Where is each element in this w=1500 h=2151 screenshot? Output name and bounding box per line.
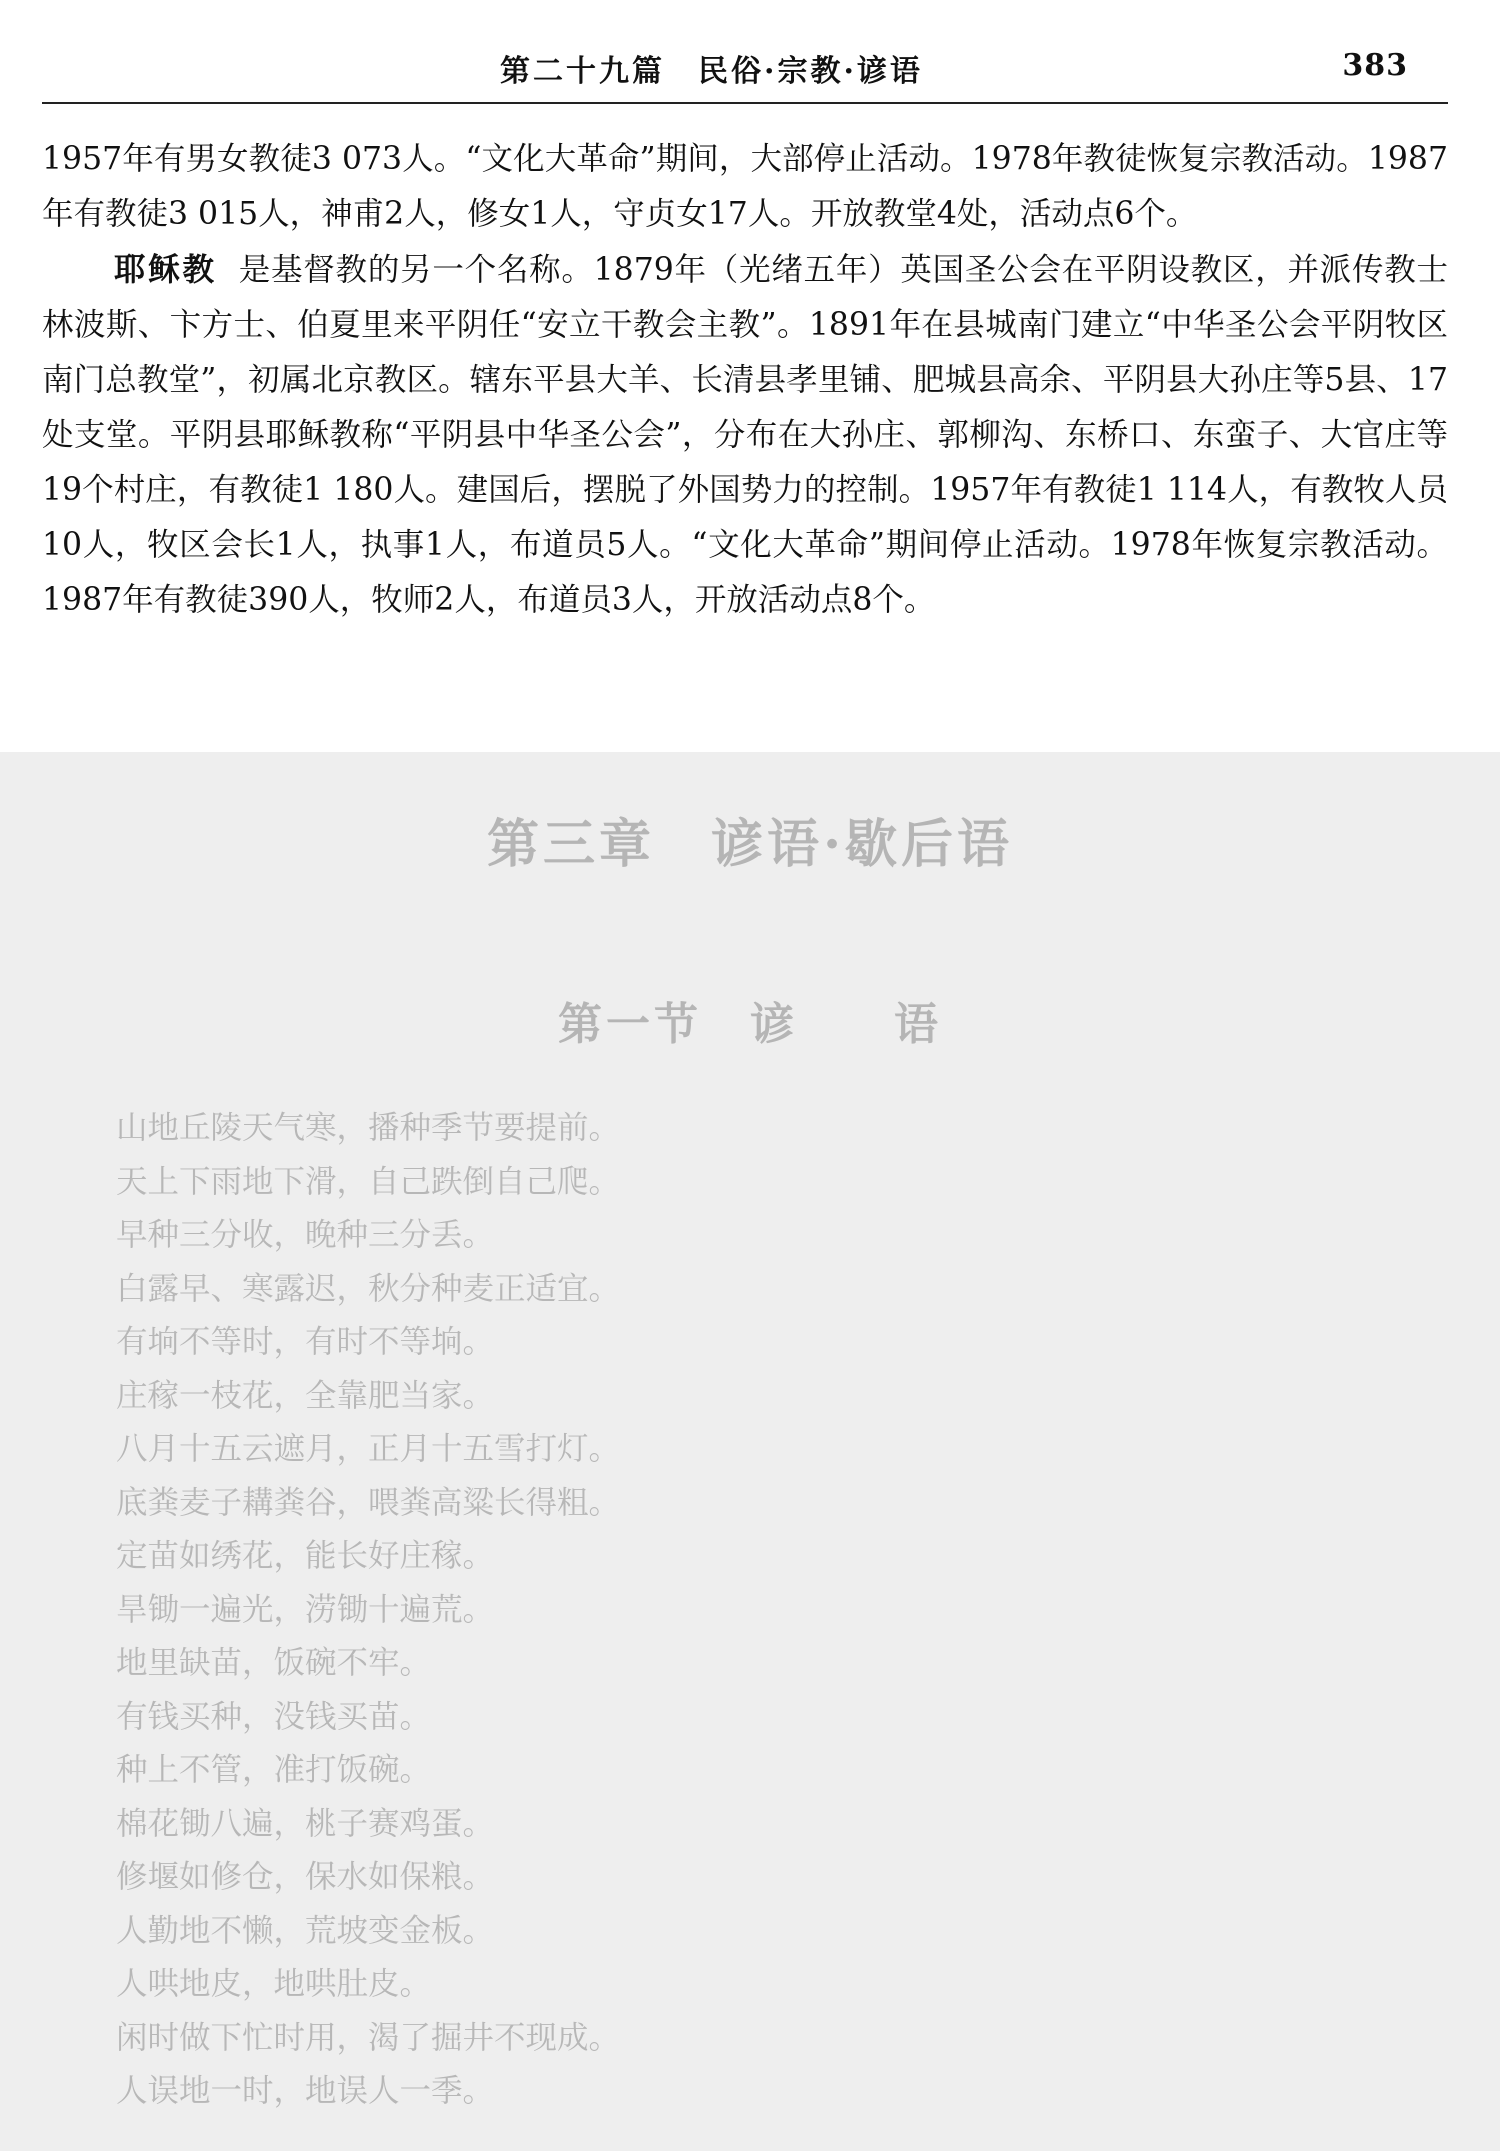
proverb-line: 白露早、寒露迟，秋分种麦正适宜。 <box>116 1270 621 1307</box>
proverb-line: 山地丘陵天气寒，播种季节要提前。 <box>116 1110 621 1146</box>
proverb-line: 旱锄一遍光，涝锄十遍荒。 <box>116 1591 495 1628</box>
proverb-line: 八月十五云遮月，正月十五雪打灯。 <box>116 1431 621 1467</box>
proverb-list <box>116 1102 620 2119</box>
paragraph-protestantism <box>42 242 1448 628</box>
proverb-line: 定苗如绣花，能长好庄稼。 <box>116 1538 495 1574</box>
header-section-title: 第二十九篇 民俗·宗教·谚语 <box>500 54 923 89</box>
proverb-line: 天上下雨地下滑，自己跌倒自己爬。 <box>116 1163 621 1200</box>
running-header <box>42 46 1448 104</box>
proverb-line: 修堰如修仓，保水如保粮。 <box>116 1859 495 1895</box>
proverb-line: 人勤地不懒，荒坡变金板。 <box>116 1912 495 1949</box>
proverb-line: 人哄地皮，地哄肚皮。 <box>116 1966 432 2002</box>
term-protestantism: 耶稣教 <box>114 251 217 288</box>
proverb-line: 棉花锄八遍，桃子赛鸡蛋。 <box>116 1805 495 1842</box>
proverb-line: 底粪麦子耩粪谷，喂粪高粱长得粗。 <box>116 1484 621 1521</box>
proverb-line: 闲时做下忙时用，渴了掘井不现成。 <box>116 2019 621 2056</box>
proverb-line: 庄稼一枝花，全靠肥当家。 <box>116 1377 495 1414</box>
proverbs-section <box>0 752 1500 2151</box>
proverb-line: 种上不管，准打饭碗。 <box>116 1752 432 1788</box>
chapter-title: 第三章 谚语·歇后语 <box>486 814 1014 875</box>
paragraph-protestantism-text: 是基督教的另一个名称。1879年（光绪五年）英国圣公会在平阴设教区，并派传教士林波斯、卞方士、伯夏里来平阴任“安立干教会主教”。1891年在县城南门建立“中华圣公会平阴牧区南门总教堂”，初属北京教区。辖东平县大羊、长清县孝里铺、肥城县高余、平阴县大孙庄等5县、17处支堂。平阴县耶稣教称“平阴县中华圣公会”，分布在大孙庄、郭柳沟、东桥口、东蛮子、大官庄等19个村庄，有教徒1 180人。建国后，摆脱了外国势力的控制。1957年有教徒1 114人，有教牧人员10人，牧区会长1人，执事1人，布道员5人。“文化大革命”期间停止活动。1978年恢复宗教活动。1987年有教徒390人，牧师2人，布道员3人，开放活动点8个。 <box>42 252 1448 618</box>
proverb-line: 人误地一时，地误人一季。 <box>116 2073 495 2109</box>
proverb-line: 早种三分收，晚种三分丢。 <box>116 1217 495 1253</box>
proverb-line: 地里缺苗，饭碗不牢。 <box>116 1645 432 1681</box>
paragraph-catholic-stats: 1957年有男女教徒3 073人。“文化大革命”期间，大部停止活动。1978年教徒恢复宗教活动。1987年有教徒3 015人，神甫2人，修女1人，守贞女17人。开放教堂4处，活动点6个。 <box>42 141 1448 232</box>
proverb-line: 有钱买种，没钱买苗。 <box>116 1698 432 1735</box>
body-text <box>42 132 1448 628</box>
proverb-line: 有垧不等时，有时不等垧。 <box>116 1324 495 1360</box>
section-title: 第一节 谚 语 <box>558 999 942 1050</box>
page-number: 383 <box>1342 48 1408 83</box>
